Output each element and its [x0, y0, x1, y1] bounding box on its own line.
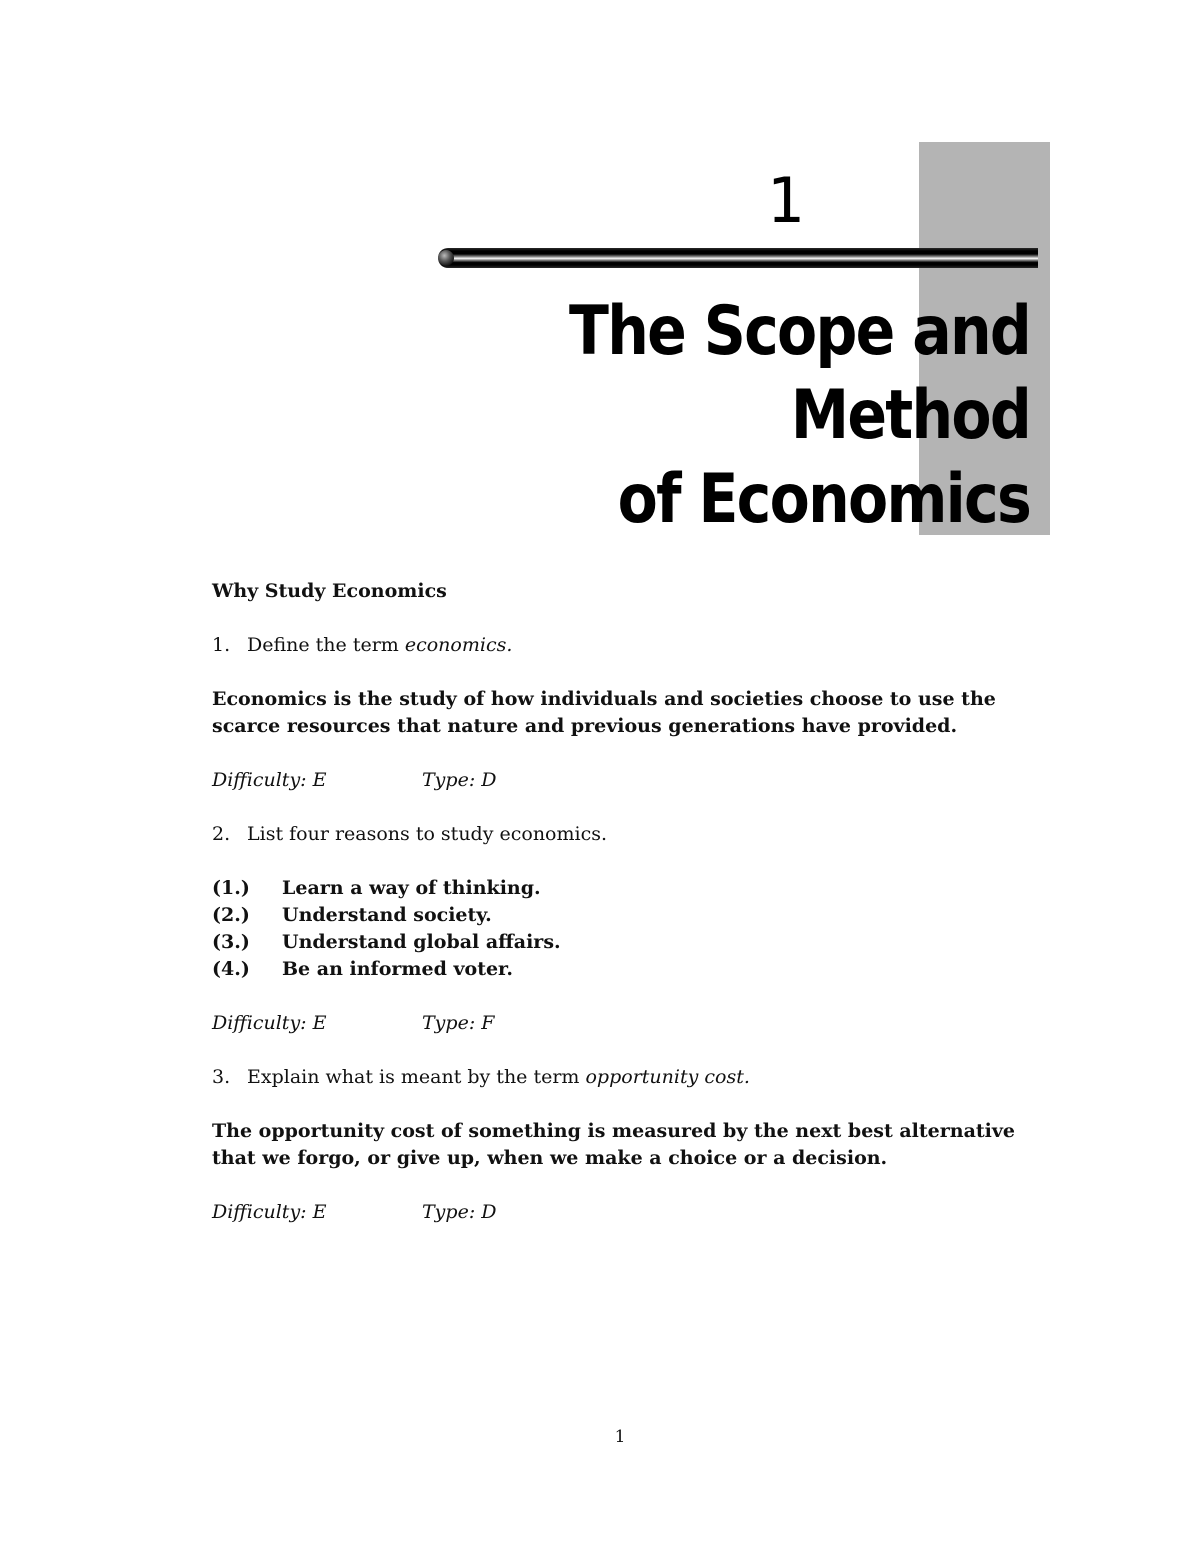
- chapter-title: [569, 290, 1030, 542]
- difficulty-label: Difficulty: E: [212, 1201, 327, 1223]
- section-heading: Why Study Economics: [212, 580, 447, 602]
- difficulty-label: Difficulty: E: [212, 1012, 327, 1034]
- chapter-rule-cap: [438, 250, 454, 266]
- page-number: 1: [614, 1427, 626, 1447]
- type-label: Type: F: [422, 1012, 495, 1034]
- type-label: Type: D: [422, 769, 497, 791]
- difficulty-label: Difficulty: E: [212, 769, 327, 791]
- question-1: [212, 632, 1052, 659]
- chapter-number: 1: [766, 164, 804, 237]
- type-label: Type: D: [422, 1201, 497, 1223]
- answer-1: Economics is the study of how individuals and societies choose to use the scarce resources that nature and previous generations have provided.: [212, 688, 996, 737]
- question-prompt: [247, 632, 1052, 659]
- question-3: [212, 1064, 1052, 1091]
- question-prompt: List four reasons to study economics.: [247, 823, 608, 845]
- reason-item: [212, 929, 1052, 956]
- reason-number: (4.): [212, 958, 250, 980]
- reason-text: Be an informed voter.: [282, 958, 513, 980]
- answer-3: The opportunity cost of something is measured by the next best alternative that we forgo, or give up, when we make a choice or a decision.: [212, 1120, 1016, 1169]
- main-content: [212, 578, 1052, 1253]
- question-number: 1.: [212, 634, 231, 656]
- reason-number: (1.): [212, 877, 250, 899]
- reason-number: (3.): [212, 931, 250, 953]
- reason-number: (2.): [212, 904, 250, 926]
- question-3-meta: [212, 1199, 1052, 1226]
- reason-text: Understand global affairs.: [282, 931, 561, 953]
- reason-item: [212, 875, 1052, 902]
- question-number: 2.: [212, 823, 231, 845]
- question-number: 3.: [212, 1066, 231, 1088]
- question-prompt-text: Define the term: [247, 634, 405, 656]
- chapter-title-line: Method: [790, 376, 1030, 455]
- question-prompt-text: Explain what is meant by the term: [247, 1066, 586, 1088]
- chapter-title-line: of Economics: [617, 460, 1030, 539]
- question-prompt: [247, 1064, 1052, 1091]
- question-2: [212, 821, 1052, 848]
- chapter-title-line: The Scope and: [569, 292, 1030, 371]
- reasons-list: [212, 875, 1052, 983]
- chapter-rule-bar: [438, 248, 1038, 268]
- question-2-meta: [212, 1010, 1052, 1037]
- reason-text: Understand society.: [282, 904, 492, 926]
- reason-text: Learn a way of thinking.: [282, 877, 541, 899]
- question-prompt-emphasis: economics.: [404, 634, 513, 656]
- question-1-meta: [212, 767, 1052, 794]
- reason-item: [212, 956, 1052, 983]
- question-prompt-emphasis: opportunity cost.: [585, 1066, 750, 1088]
- reason-item: [212, 902, 1052, 929]
